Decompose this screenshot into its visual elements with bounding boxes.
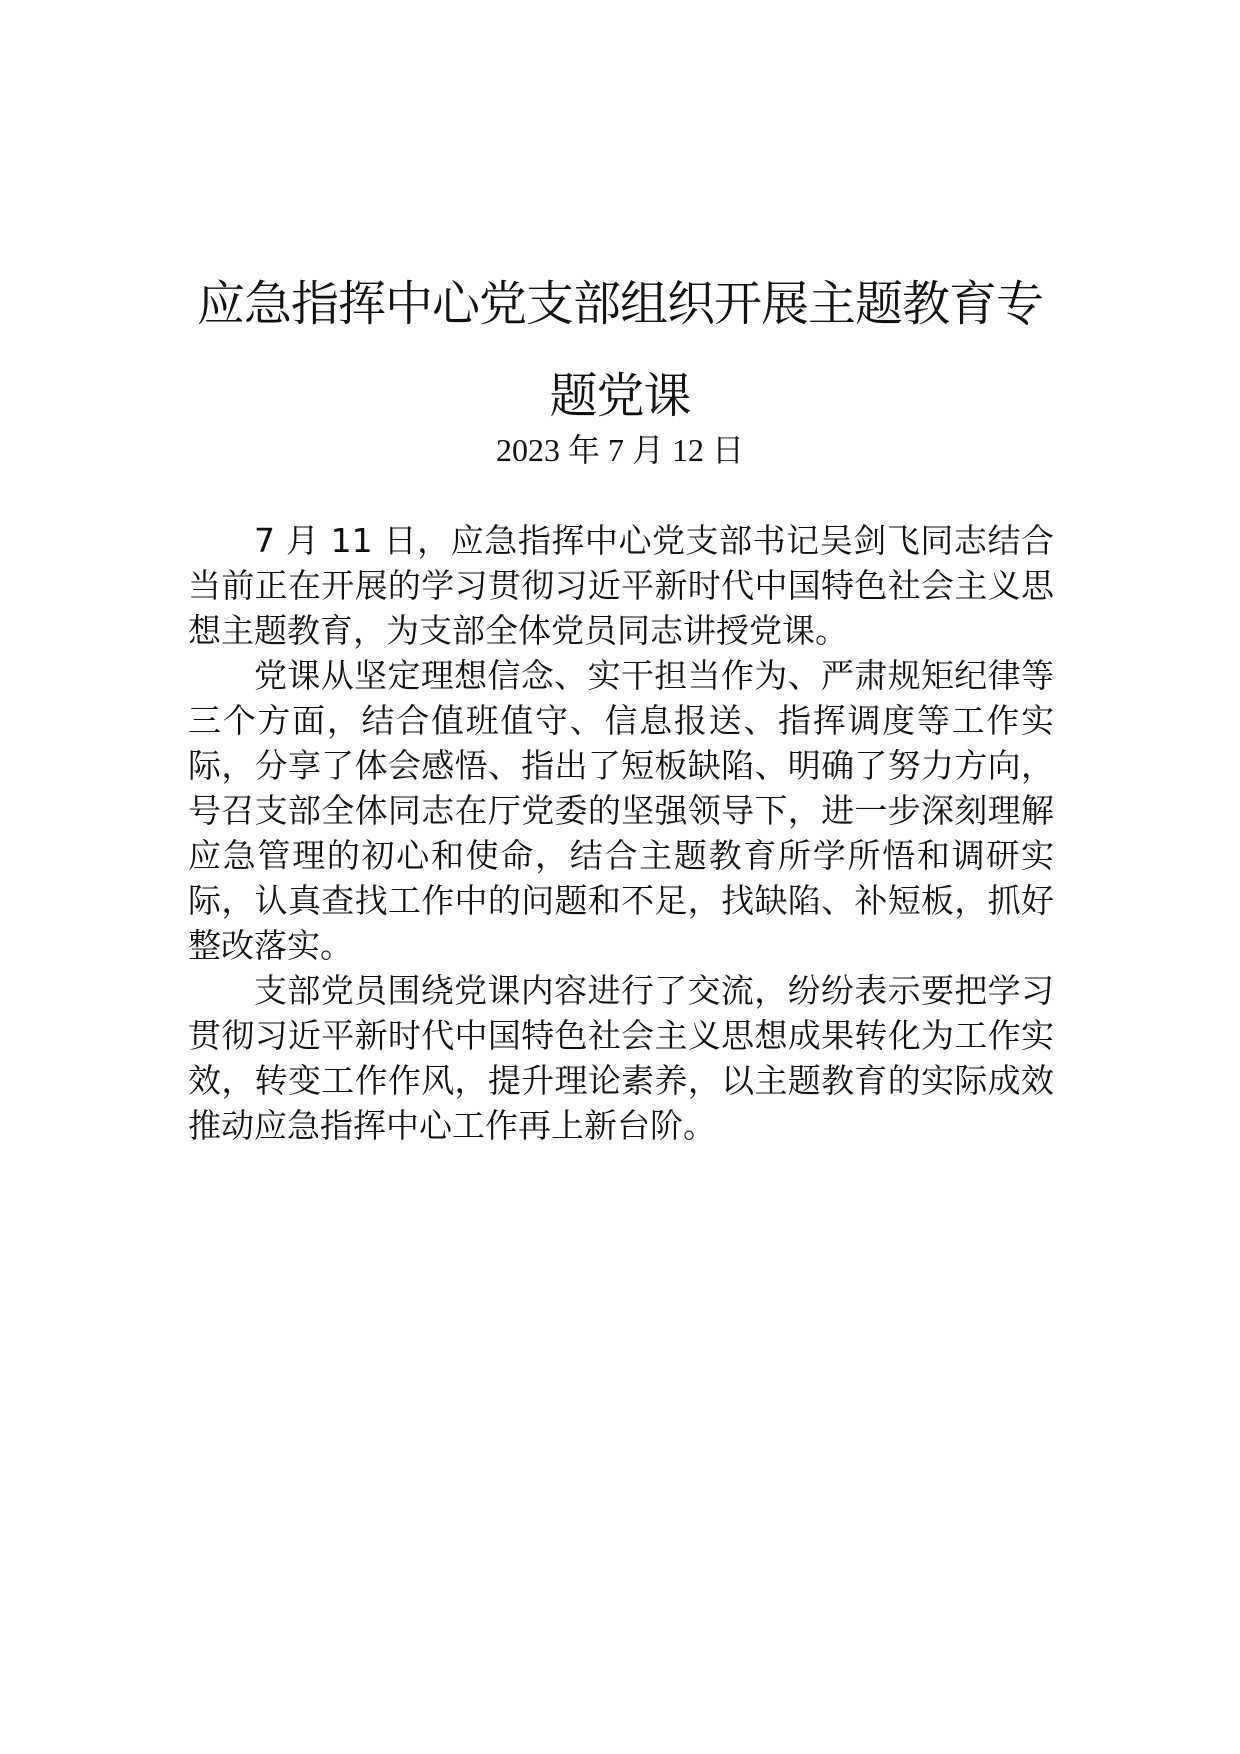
paragraph-1: 7 月 11 日，应急指挥中心党支部书记吴剑飞同志结合当前正在开展的学习贯彻习近平新时代中国特色社会主义思想主题教育，为支部全体党员同志讲授党课。 xyxy=(188,521,1054,650)
paragraph-2: 党课从坚定理想信念、实干担当作为、严肃规矩纪律等三个方面，结合值班值守、信息报送、指挥调度等工作实际，分享了体会感悟、指出了短板缺陷、明确了努力方向，号召支部全体同志在厅党委的坚强领导下，进一步深刻理解应急管理的初心和使命，结合主题教育所学所悟和调研实际，认真查找工作中的问题和不足，找缺陷、补短板，抓好整改落实。 xyxy=(188,656,1054,965)
document-date: 2023 年 7 月 12 日 xyxy=(495,432,744,468)
document-title: 应急指挥中心党支部组织开展主题教育专题党课 xyxy=(196,276,1043,424)
paragraph-3: 支部党员围绕党课内容进行了交流，纷纷表示要把学习贯彻习近平新时代中国特色社会主义思想成果转化为工作实效，转变工作作风，提升理论素养，以主题教育的实际成效推动应急指挥中心工作再上新台阶。 xyxy=(188,971,1054,1145)
document-body xyxy=(188,518,1054,1148)
